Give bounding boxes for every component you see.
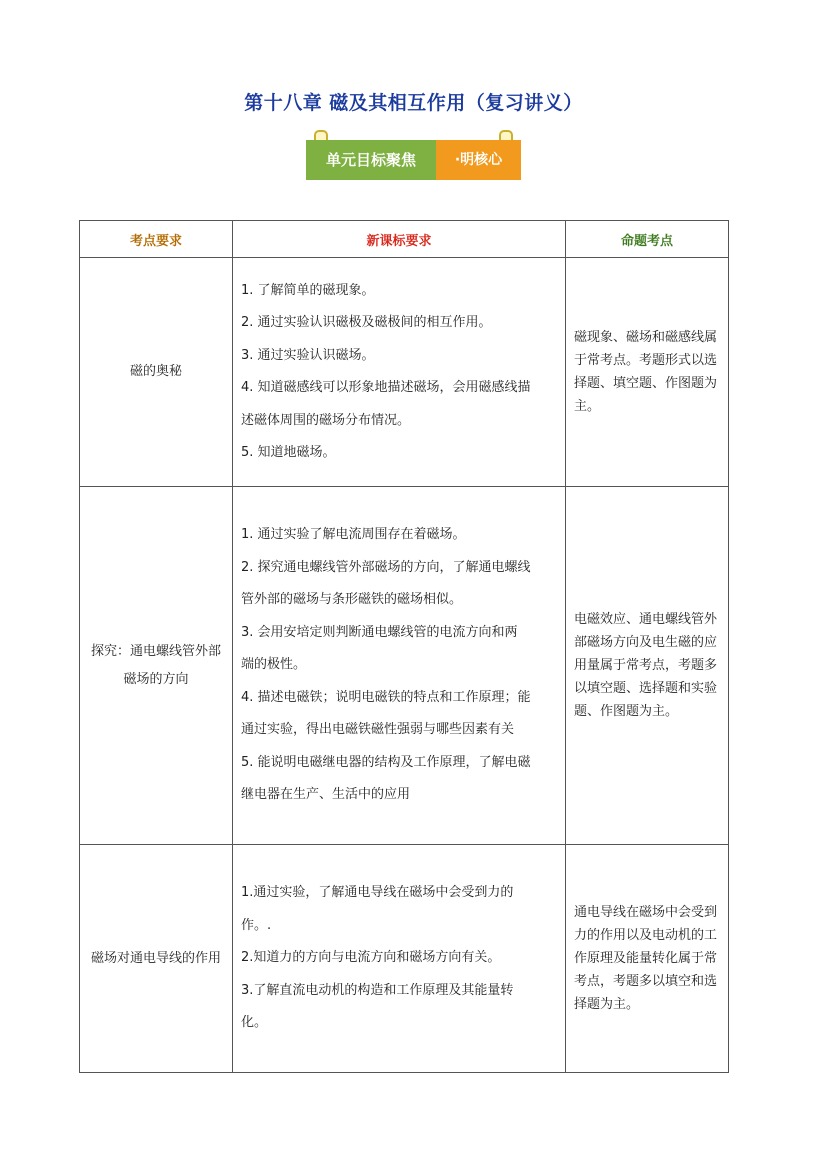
row-topic: 磁的奥秘 [80, 258, 233, 487]
row-topic: 探究：通电螺线管外部磁场的方向 [80, 487, 233, 845]
table-row [80, 258, 729, 487]
table-header-row [80, 221, 729, 258]
requirement-line: 1.通过实验，了解通电导线在磁场中会受到力的 [241, 885, 514, 901]
requirement-line: 5. 能说明电磁继电器的结构及工作原理，了解电磁 [241, 754, 531, 770]
row-exam-note: 通电导线在磁场中会受到力的作用以及电动机的工作原理及能量转化属于常考点，考题多以填空和选择题为主。 [566, 845, 729, 1073]
row-requirements [233, 487, 566, 845]
table-row [80, 487, 729, 845]
requirement-line: 5. 知道地磁场。 [241, 445, 336, 460]
header-exam-points: 命题考点 [566, 221, 729, 258]
row-exam-note: 电磁效应、通电螺线管外部磁场方向及电生磁的应用量属于常考点，考题多以填空题、选择题和实验题、作图题为主。 [566, 487, 729, 845]
row-topic: 磁场对通电导线的作用 [80, 845, 233, 1073]
requirement-line: 通过实验，得出电磁铁磁性强弱与哪些因素有关 [241, 722, 515, 738]
row-requirements [233, 258, 566, 487]
requirement-line: 继电器在生产、生活中的应用 [241, 787, 411, 803]
header-requirements: 新课标要求 [233, 221, 566, 258]
requirement-line: 管外部的磁场与条形磁铁的磁场相似。 [241, 592, 463, 608]
row-requirements [233, 845, 566, 1073]
requirements-table [79, 220, 729, 1073]
requirement-line: 化。 [241, 1015, 268, 1031]
requirement-line: 3. 会用安培定则判断通电螺线管的电流方向和两 [241, 624, 518, 640]
table-row [80, 845, 729, 1073]
requirement-line: 4. 描述电磁铁；说明电磁铁的特点和工作原理；能 [241, 689, 531, 705]
requirement-line: 3.了解直流电动机的构造和工作原理及其能量转 [241, 982, 514, 998]
header-topic: 考点要求 [80, 221, 233, 258]
section-banner [306, 140, 521, 180]
requirement-line: 述磁体周围的磁场分布情况。 [241, 412, 411, 428]
requirement-line: 1. 通过实验了解电流周围存在着磁场。 [241, 527, 466, 543]
requirement-line: 作。. [241, 917, 272, 933]
page-title: 第十八章 磁及其相互作用（复习讲义） [244, 92, 583, 114]
requirement-line: 3. 通过实验认识磁场。 [241, 347, 375, 363]
requirement-line: 1. 了解简单的磁现象。 [241, 282, 375, 298]
banner-label-right: ·明核心 [436, 140, 521, 180]
requirement-line: 2.知道力的方向与电流方向和磁场方向有关。 [241, 950, 501, 966]
requirement-line: 端的极性。 [241, 657, 307, 673]
requirement-line: 2. 通过实验认识磁极及磁极间的相互作用。 [241, 315, 492, 330]
row-exam-note: 磁现象、磁场和磁感线属于常考点。考题形式以选择题、填空题、作图题为主。 [566, 258, 729, 487]
requirement-line: 4. 知道磁感线可以形象地描述磁场，会用磁感线描 [241, 380, 531, 395]
requirement-line: 2. 探究通电螺线管外部磁场的方向，了解通电螺线 [241, 559, 531, 575]
banner-label-left: 单元目标聚焦 [306, 140, 436, 180]
